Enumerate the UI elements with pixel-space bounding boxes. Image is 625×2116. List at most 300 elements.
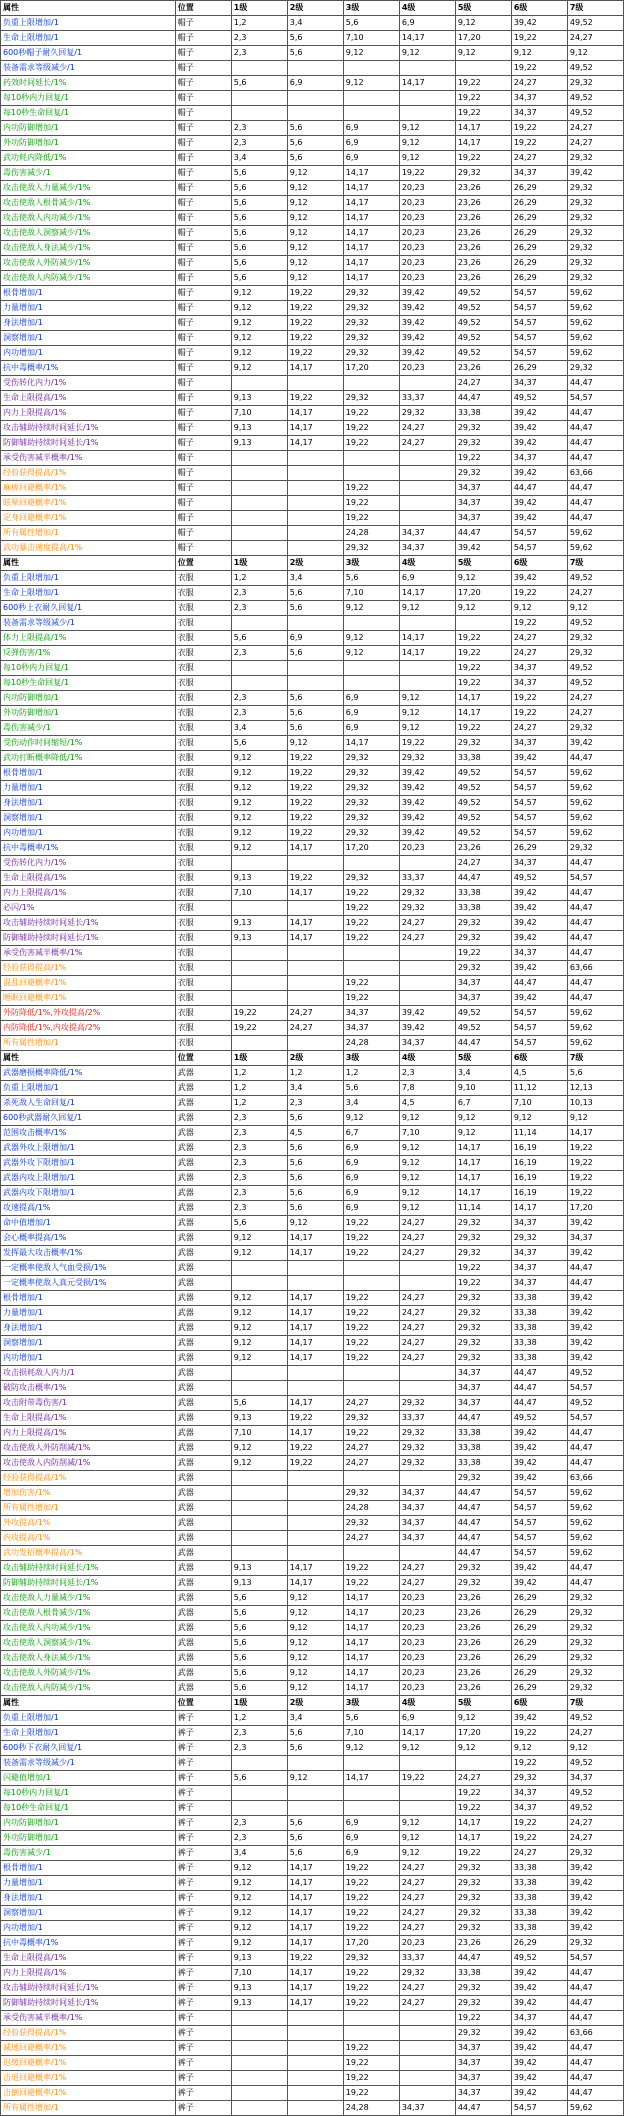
slot-cell: 裤子 bbox=[175, 1741, 231, 1756]
level-3-header: 3级 bbox=[343, 556, 399, 571]
level-6-cell: 39,42 bbox=[511, 1966, 567, 1981]
level-5-cell: 14,17 bbox=[455, 1186, 511, 1201]
table-header-row bbox=[1, 556, 624, 571]
level-7-cell: 29,32 bbox=[567, 226, 623, 241]
table-row bbox=[1, 841, 624, 856]
level-6-cell: 54,57 bbox=[511, 286, 567, 301]
level-6-cell: 39,42 bbox=[511, 1471, 567, 1486]
level-1-cell bbox=[231, 1366, 287, 1381]
level-3-cell: 24,28 bbox=[343, 1501, 399, 1516]
level-3-cell: 14,17 bbox=[343, 271, 399, 286]
level-4-header: 4级 bbox=[399, 1051, 455, 1066]
table-row bbox=[1, 1276, 624, 1291]
level-4-cell: 20,23 bbox=[399, 841, 455, 856]
slot-cell: 武器 bbox=[175, 1156, 231, 1171]
level-4-cell: 34,37 bbox=[399, 2101, 455, 2116]
level-7-cell: 44,47 bbox=[567, 1441, 623, 1456]
level-5-cell: 23,26 bbox=[455, 181, 511, 196]
attribute-name-cell: 所有属性增加/1 bbox=[1, 526, 176, 541]
level-2-cell: 5,6 bbox=[287, 721, 343, 736]
level-4-cell bbox=[399, 106, 455, 121]
level-1-cell bbox=[231, 1516, 287, 1531]
level-3-cell: 19,22 bbox=[343, 1891, 399, 1906]
slot-cell: 衣服 bbox=[175, 646, 231, 661]
level-1-cell: 9,12 bbox=[231, 1441, 287, 1456]
slot-cell: 武器 bbox=[175, 1096, 231, 1111]
level-2-cell: 14,17 bbox=[287, 1336, 343, 1351]
level-7-cell: 59,62 bbox=[567, 1006, 623, 1021]
level-6-cell: 26,29 bbox=[511, 1666, 567, 1681]
level-1-cell: 9,12 bbox=[231, 1291, 287, 1306]
level-3-cell: 29,32 bbox=[343, 346, 399, 361]
level-5-cell: 49,52 bbox=[455, 811, 511, 826]
level-3-cell: 17,20 bbox=[343, 841, 399, 856]
table-row bbox=[1, 871, 624, 886]
level-2-header: 2级 bbox=[287, 1051, 343, 1066]
table-row bbox=[1, 1006, 624, 1021]
level-2-cell bbox=[287, 901, 343, 916]
level-6-cell: 24,27 bbox=[511, 76, 567, 91]
level-1-cell: 9,12 bbox=[231, 766, 287, 781]
level-7-cell: 9,12 bbox=[567, 46, 623, 61]
level-6-cell: 39,42 bbox=[511, 1711, 567, 1726]
level-5-cell: 34,37 bbox=[455, 481, 511, 496]
attribute-name-cell: 攻击使敌人洞察减少/1% bbox=[1, 226, 176, 241]
level-7-cell: 44,47 bbox=[567, 976, 623, 991]
level-4-cell bbox=[399, 616, 455, 631]
level-7-header: 7级 bbox=[567, 1696, 623, 1711]
table-row bbox=[1, 1501, 624, 1516]
table-row bbox=[1, 1216, 624, 1231]
slot-cell: 裤子 bbox=[175, 1981, 231, 1996]
slot-cell: 帽子 bbox=[175, 526, 231, 541]
table-row bbox=[1, 961, 624, 976]
level-7-cell: 29,32 bbox=[567, 1591, 623, 1606]
level-7-cell: 39,42 bbox=[567, 1306, 623, 1321]
level-6-header: 6级 bbox=[511, 1051, 567, 1066]
level-7-cell: 39,42 bbox=[567, 1246, 623, 1261]
level-6-cell: 26,29 bbox=[511, 841, 567, 856]
level-7-cell: 59,62 bbox=[567, 796, 623, 811]
level-3-cell bbox=[343, 1366, 399, 1381]
slot-cell: 武器 bbox=[175, 1291, 231, 1306]
level-6-cell: 54,57 bbox=[511, 1486, 567, 1501]
level-2-cell: 24,27 bbox=[287, 1021, 343, 1036]
table-row bbox=[1, 1906, 624, 1921]
level-1-cell bbox=[231, 976, 287, 991]
level-6-cell: 19,22 bbox=[511, 136, 567, 151]
slot-cell: 帽子 bbox=[175, 301, 231, 316]
level-2-cell bbox=[287, 106, 343, 121]
attribute-name-cell: 一定概率使敌人真元受损/1% bbox=[1, 1276, 176, 1291]
level-4-cell: 20,23 bbox=[399, 256, 455, 271]
slot-cell: 帽子 bbox=[175, 436, 231, 451]
level-1-cell bbox=[231, 1531, 287, 1546]
attribute-name-cell: 减速回避概率/1% bbox=[1, 2041, 176, 2056]
level-1-cell: 5,6 bbox=[231, 196, 287, 211]
level-6-cell: 26,29 bbox=[511, 271, 567, 286]
slot-cell: 衣服 bbox=[175, 676, 231, 691]
attribute-name-cell: 外功防御增加/1 bbox=[1, 1831, 176, 1846]
level-4-cell: 19,22 bbox=[399, 166, 455, 181]
level-5-cell: 34,37 bbox=[455, 2056, 511, 2071]
level-5-cell: 33,38 bbox=[455, 1966, 511, 1981]
table-row bbox=[1, 2056, 624, 2071]
level-5-cell: 44,47 bbox=[455, 1486, 511, 1501]
level-4-cell bbox=[399, 466, 455, 481]
attribute-name-cell: 攻击使敌人身法减少/1% bbox=[1, 241, 176, 256]
level-1-cell bbox=[231, 946, 287, 961]
table-row bbox=[1, 1201, 624, 1216]
level-1-cell: 9,12 bbox=[231, 1336, 287, 1351]
level-2-cell bbox=[287, 1516, 343, 1531]
level-6-cell: 54,57 bbox=[511, 1501, 567, 1516]
level-5-cell: 34,37 bbox=[455, 991, 511, 1006]
level-4-cell: 20,23 bbox=[399, 1936, 455, 1951]
slot-cell: 帽子 bbox=[175, 346, 231, 361]
level-2-cell bbox=[287, 991, 343, 1006]
level-6-cell: 39,42 bbox=[511, 1981, 567, 1996]
level-3-cell: 14,17 bbox=[343, 1681, 399, 1696]
attribute-name-cell: 内功防御增加/1 bbox=[1, 121, 176, 136]
level-2-cell: 5,6 bbox=[287, 1726, 343, 1741]
level-4-cell: 24,27 bbox=[399, 1891, 455, 1906]
level-2-cell: 5,6 bbox=[287, 31, 343, 46]
level-2-cell: 5,6 bbox=[287, 1201, 343, 1216]
level-7-cell: 49,52 bbox=[567, 1801, 623, 1816]
level-2-cell: 14,17 bbox=[287, 1981, 343, 1996]
level-4-cell bbox=[399, 376, 455, 391]
level-2-cell bbox=[287, 616, 343, 631]
attribute-name-cell: 负重上限增加/1 bbox=[1, 571, 176, 586]
level-3-cell: 14,17 bbox=[343, 166, 399, 181]
level-3-cell bbox=[343, 1546, 399, 1561]
level-7-cell: 29,32 bbox=[567, 256, 623, 271]
slot-cell: 武器 bbox=[175, 1531, 231, 1546]
table-row bbox=[1, 2026, 624, 2041]
table-row bbox=[1, 436, 624, 451]
attribute-name-cell: 破防攻击概率/1% bbox=[1, 1381, 176, 1396]
attribute-name-cell: 负重上限增加/1 bbox=[1, 16, 176, 31]
level-2-cell: 9,12 bbox=[287, 1606, 343, 1621]
table-row bbox=[1, 901, 624, 916]
level-4-cell: 9,12 bbox=[399, 706, 455, 721]
level-1-cell: 2,3 bbox=[231, 1126, 287, 1141]
slot-cell: 裤子 bbox=[175, 1756, 231, 1771]
level-4-cell: 9,12 bbox=[399, 1141, 455, 1156]
level-6-cell: 39,42 bbox=[511, 961, 567, 976]
level-2-cell: 5,6 bbox=[287, 691, 343, 706]
attribute-name-cell: 经验获得提高/1% bbox=[1, 961, 176, 976]
attribute-name-cell: 武功暴击速度提高/1% bbox=[1, 541, 176, 556]
level-2-cell: 14,17 bbox=[287, 1321, 343, 1336]
level-2-cell bbox=[287, 1786, 343, 1801]
attribute-name-cell: 内功防御增加/1 bbox=[1, 1816, 176, 1831]
level-2-cell: 5,6 bbox=[287, 1171, 343, 1186]
table-row bbox=[1, 346, 624, 361]
table-row bbox=[1, 2101, 624, 2116]
level-6-cell: 54,57 bbox=[511, 811, 567, 826]
level-3-cell: 19,22 bbox=[343, 1336, 399, 1351]
level-6-cell: 34,37 bbox=[511, 661, 567, 676]
level-1-cell: 2,3 bbox=[231, 1111, 287, 1126]
level-7-cell: 59,62 bbox=[567, 331, 623, 346]
level-3-cell: 9,12 bbox=[343, 601, 399, 616]
table-row bbox=[1, 256, 624, 271]
level-6-cell: 54,57 bbox=[511, 1531, 567, 1546]
level-5-cell: 24,27 bbox=[455, 376, 511, 391]
level-7-cell: 49,52 bbox=[567, 616, 623, 631]
attribute-name-cell: 武功发招概率提高/1% bbox=[1, 1546, 176, 1561]
level-6-cell: 39,42 bbox=[511, 1441, 567, 1456]
level-6-cell: 24,27 bbox=[511, 1846, 567, 1861]
slot-cell: 裤子 bbox=[175, 2086, 231, 2101]
level-6-cell: 29,32 bbox=[511, 1231, 567, 1246]
level-6-cell: 33,38 bbox=[511, 1306, 567, 1321]
level-6-cell: 19,22 bbox=[511, 616, 567, 631]
level-6-cell: 16,19 bbox=[511, 1156, 567, 1171]
table-row bbox=[1, 1306, 624, 1321]
table-row bbox=[1, 1036, 624, 1051]
level-5-cell: 23,26 bbox=[455, 1606, 511, 1621]
level-3-cell: 6,9 bbox=[343, 1156, 399, 1171]
level-7-cell: 29,32 bbox=[567, 151, 623, 166]
slot-cell: 武器 bbox=[175, 1171, 231, 1186]
slot-cell: 帽子 bbox=[175, 541, 231, 556]
level-4-cell bbox=[399, 91, 455, 106]
level-5-cell bbox=[455, 61, 511, 76]
slot-cell: 武器 bbox=[175, 1306, 231, 1321]
level-4-cell: 24,27 bbox=[399, 1291, 455, 1306]
level-2-cell: 14,17 bbox=[287, 1561, 343, 1576]
level-2-cell: 4,5 bbox=[287, 1126, 343, 1141]
level-4-cell bbox=[399, 2041, 455, 2056]
level-5-cell: 17,20 bbox=[455, 586, 511, 601]
level-3-cell: 19,22 bbox=[343, 511, 399, 526]
level-6-cell: 49,52 bbox=[511, 1411, 567, 1426]
level-1-cell: 9,12 bbox=[231, 1861, 287, 1876]
table-row bbox=[1, 1666, 624, 1681]
level-6-cell: 44,47 bbox=[511, 1381, 567, 1396]
level-1-cell: 2,3 bbox=[231, 1201, 287, 1216]
level-6-cell: 54,57 bbox=[511, 781, 567, 796]
level-7-cell: 59,62 bbox=[567, 781, 623, 796]
slot-cell: 裤子 bbox=[175, 1966, 231, 1981]
level-5-cell: 29,32 bbox=[455, 1876, 511, 1891]
attribute-name-cell: 600秒武器耐久回复/1 bbox=[1, 1111, 176, 1126]
level-3-cell: 19,22 bbox=[343, 2041, 399, 2056]
level-7-cell: 39,42 bbox=[567, 1921, 623, 1936]
slot-cell: 帽子 bbox=[175, 361, 231, 376]
level-4-cell bbox=[399, 856, 455, 871]
slot-cell: 武器 bbox=[175, 1396, 231, 1411]
slot-cell: 帽子 bbox=[175, 256, 231, 271]
level-7-cell: 29,32 bbox=[567, 1621, 623, 1636]
attribute-name-cell: 防御辅助持续时间延长/1% bbox=[1, 436, 176, 451]
level-2-cell: 5,6 bbox=[287, 706, 343, 721]
slot-cell: 武器 bbox=[175, 1231, 231, 1246]
level-7-cell: 29,32 bbox=[567, 361, 623, 376]
slot-cell: 武器 bbox=[175, 1651, 231, 1666]
level-5-cell: 44,47 bbox=[455, 1531, 511, 1546]
level-4-cell: 39,42 bbox=[399, 316, 455, 331]
level-2-cell bbox=[287, 541, 343, 556]
level-1-cell: 9,13 bbox=[231, 391, 287, 406]
level-3-cell: 29,32 bbox=[343, 286, 399, 301]
level-4-cell: 6,9 bbox=[399, 1711, 455, 1726]
level-4-cell: 24,27 bbox=[399, 1306, 455, 1321]
level-2-cell: 9,12 bbox=[287, 1666, 343, 1681]
level-6-cell: 26,29 bbox=[511, 1606, 567, 1621]
level-5-cell: 19,22 bbox=[455, 91, 511, 106]
level-7-cell: 9,12 bbox=[567, 601, 623, 616]
attribute-name-cell: 600秒帽子耐久回复/1 bbox=[1, 46, 176, 61]
level-1-header: 1级 bbox=[231, 1051, 287, 1066]
level-4-cell: 6,9 bbox=[399, 16, 455, 31]
level-5-cell: 19,22 bbox=[455, 1801, 511, 1816]
level-6-header: 6级 bbox=[511, 1696, 567, 1711]
attribute-name-cell: 600秒上衣耐久回复/1 bbox=[1, 601, 176, 616]
level-5-cell: 29,32 bbox=[455, 1861, 511, 1876]
slot-cell: 武器 bbox=[175, 1111, 231, 1126]
level-6-cell: 54,57 bbox=[511, 766, 567, 781]
level-5-cell: 34,37 bbox=[455, 511, 511, 526]
level-3-cell bbox=[343, 61, 399, 76]
table-row bbox=[1, 856, 624, 871]
level-2-cell bbox=[287, 1501, 343, 1516]
level-5-cell: 29,32 bbox=[455, 1291, 511, 1306]
slot-cell: 武器 bbox=[175, 1666, 231, 1681]
level-3-cell: 14,17 bbox=[343, 211, 399, 226]
level-6-cell: 33,38 bbox=[511, 1336, 567, 1351]
level-2-cell: 19,22 bbox=[287, 1951, 343, 1966]
level-5-cell: 34,37 bbox=[455, 2086, 511, 2101]
level-2-cell: 9,12 bbox=[287, 1681, 343, 1696]
level-1-cell: 5,6 bbox=[231, 1636, 287, 1651]
attribute-name-cell: 击倒回避概率/1% bbox=[1, 2086, 176, 2101]
slot-cell: 帽子 bbox=[175, 46, 231, 61]
level-4-cell bbox=[399, 946, 455, 961]
slot-cell: 衣服 bbox=[175, 826, 231, 841]
slot-cell: 武器 bbox=[175, 1351, 231, 1366]
table-row bbox=[1, 1681, 624, 1696]
level-6-cell: 39,42 bbox=[511, 571, 567, 586]
level-6-cell: 33,38 bbox=[511, 1891, 567, 1906]
level-5-header: 5级 bbox=[455, 1, 511, 16]
slot-cell: 武器 bbox=[175, 1636, 231, 1651]
level-1-cell: 7,10 bbox=[231, 406, 287, 421]
level-7-cell: 24,27 bbox=[567, 586, 623, 601]
level-4-cell bbox=[399, 1546, 455, 1561]
level-5-cell: 34,37 bbox=[455, 2071, 511, 2086]
attribute-name-cell: 攻击使敌人外防削减/1% bbox=[1, 1441, 176, 1456]
level-2-cell: 5,6 bbox=[287, 1111, 343, 1126]
level-6-cell: 44,47 bbox=[511, 481, 567, 496]
level-2-cell: 9,12 bbox=[287, 211, 343, 226]
level-6-cell: 24,27 bbox=[511, 646, 567, 661]
slot-cell: 武器 bbox=[175, 1126, 231, 1141]
level-2-cell: 14,17 bbox=[287, 1861, 343, 1876]
level-6-cell: 11,12 bbox=[511, 1081, 567, 1096]
level-1-cell: 7,10 bbox=[231, 886, 287, 901]
level-7-cell: 29,32 bbox=[567, 1846, 623, 1861]
level-3-header: 3级 bbox=[343, 1051, 399, 1066]
level-2-cell: 5,6 bbox=[287, 601, 343, 616]
level-1-cell: 9,12 bbox=[231, 1921, 287, 1936]
level-5-cell: 23,26 bbox=[455, 256, 511, 271]
table-row bbox=[1, 181, 624, 196]
level-4-cell: 33,37 bbox=[399, 871, 455, 886]
attribute-name-cell: 毒伤害减少/1 bbox=[1, 721, 176, 736]
level-4-cell: 39,42 bbox=[399, 1021, 455, 1036]
level-6-cell: 9,12 bbox=[511, 46, 567, 61]
level-1-cell: 5,6 bbox=[231, 1771, 287, 1786]
level-5-cell: 23,26 bbox=[455, 1936, 511, 1951]
level-5-cell: 44,47 bbox=[455, 391, 511, 406]
level-4-cell: 7,10 bbox=[399, 1126, 455, 1141]
level-1-cell: 9,13 bbox=[231, 1561, 287, 1576]
table-row bbox=[1, 1621, 624, 1636]
level-7-cell: 44,47 bbox=[567, 2011, 623, 2026]
attribute-name-cell: 力量增加/1 bbox=[1, 301, 176, 316]
attribute-name-cell: 攻击辅助持续时间延长/1% bbox=[1, 1561, 176, 1576]
level-2-cell: 9,12 bbox=[287, 181, 343, 196]
level-1-cell: 5,6 bbox=[231, 1651, 287, 1666]
level-6-cell: 26,29 bbox=[511, 1651, 567, 1666]
level-2-cell: 19,22 bbox=[287, 826, 343, 841]
attribute-name-cell: 攻击辅助持续时间延长/1% bbox=[1, 1981, 176, 1996]
level-2-cell: 19,22 bbox=[287, 751, 343, 766]
level-2-cell: 14,17 bbox=[287, 1291, 343, 1306]
attribute-name-cell: 毒伤害减少/1 bbox=[1, 1846, 176, 1861]
table-row bbox=[1, 1921, 624, 1936]
level-3-cell: 17,20 bbox=[343, 1936, 399, 1951]
level-2-header: 2级 bbox=[287, 1, 343, 16]
level-2-cell: 14,17 bbox=[287, 1921, 343, 1936]
level-7-cell: 63,66 bbox=[567, 2026, 623, 2041]
level-3-cell: 29,32 bbox=[343, 811, 399, 826]
level-5-cell: 19,22 bbox=[455, 151, 511, 166]
slot-cell: 裤子 bbox=[175, 1846, 231, 1861]
level-4-cell: 20,23 bbox=[399, 1681, 455, 1696]
level-5-cell: 44,47 bbox=[455, 1501, 511, 1516]
level-6-cell: 54,57 bbox=[511, 301, 567, 316]
level-7-cell: 29,32 bbox=[567, 841, 623, 856]
table-row bbox=[1, 1261, 624, 1276]
level-2-cell: 3,4 bbox=[287, 1711, 343, 1726]
level-2-cell bbox=[287, 526, 343, 541]
slot-cell: 武器 bbox=[175, 1486, 231, 1501]
level-6-cell: 34,37 bbox=[511, 1216, 567, 1231]
level-6-cell: 34,37 bbox=[511, 1801, 567, 1816]
level-1-cell: 3,4 bbox=[231, 151, 287, 166]
level-3-cell: 29,32 bbox=[343, 871, 399, 886]
level-6-cell: 54,57 bbox=[511, 2101, 567, 2116]
table-row bbox=[1, 1831, 624, 1846]
attribute-name-cell: 所有属性增加/1 bbox=[1, 2101, 176, 2116]
level-3-cell: 14,17 bbox=[343, 736, 399, 751]
level-1-cell: 9,13 bbox=[231, 421, 287, 436]
level-4-cell: 9,12 bbox=[399, 691, 455, 706]
level-4-cell: 24,27 bbox=[399, 1876, 455, 1891]
table-row bbox=[1, 391, 624, 406]
level-6-cell: 39,42 bbox=[511, 901, 567, 916]
level-5-cell: 19,22 bbox=[455, 1786, 511, 1801]
level-7-cell: 59,62 bbox=[567, 316, 623, 331]
level-7-cell: 39,42 bbox=[567, 736, 623, 751]
level-7-cell: 5,6 bbox=[567, 1066, 623, 1081]
level-3-cell: 19,22 bbox=[343, 886, 399, 901]
